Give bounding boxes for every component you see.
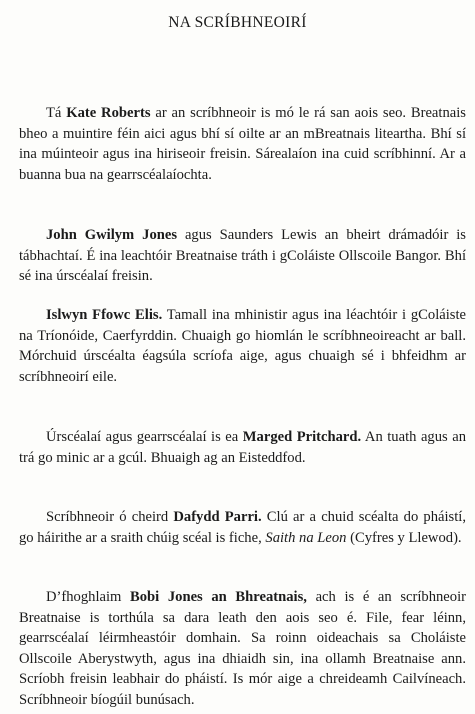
paragraph-john-gwilym-jones bbox=[19, 225, 466, 287]
paragraph-text: (Cyfres y Llewod). bbox=[350, 529, 462, 546]
writer-name: Islwyn Ffowc Elis. bbox=[46, 307, 163, 323]
writer-name: Dafydd Parri. bbox=[173, 509, 262, 525]
writer-name: Marged Pritchard. bbox=[242, 429, 362, 445]
page-title: NA SCRÍBHNEOIRÍ bbox=[168, 14, 307, 31]
writer-name: John Gwilym Jones bbox=[46, 227, 178, 243]
paragraph-text: ach is é an scríbhneoir Breatnaise is torthúla sa dara leath den aois seo é. File, fear léinn, gearrscéalaí léirmheastóir domhain. Sa roinn oideachais sa Choláiste Ollscoile Aberystwyth, agus ina dhiaidh sin, ina ollamh Breatnaise ann. Scríobh freisin leabhair do pháistí. Is mór aige a chreideamh Cailvíneach. Scríbhneoir bíogúil bunúsach. bbox=[19, 589, 466, 708]
paragraph-text: An tuath agus an trá go minic ar a gcúl. Bhuaigh ag an Eisteddfod. bbox=[19, 429, 466, 466]
paragraph-text: Clú ar a chuid scéalta do pháistí, go háirithe ar a sraith chúig scéal is fiche, bbox=[19, 509, 466, 546]
paragraph-bobi-jones bbox=[19, 587, 466, 711]
writer-name: Kate Roberts bbox=[66, 105, 151, 121]
paragraph-text: D’fhoghlaim bbox=[46, 589, 122, 605]
book-title: Saith na Leon bbox=[265, 529, 347, 546]
writer-name: Bobi Jones an Bhreatnais, bbox=[130, 589, 307, 605]
paragraph-marged-pritchard bbox=[19, 427, 466, 468]
paragraph-text: Scríbhneoir ó cheird bbox=[46, 509, 169, 525]
paragraph-text: agus Saunders Lewis an bheirt drámadóir is tábhachtaí. É ina leachtóir Breatnaise tráth i gColáiste Ollscoile Bangor. Bhí sé ina úrscéalaí freisin. bbox=[19, 227, 466, 285]
paragraph-islwyn-ffowc-elis bbox=[19, 305, 466, 387]
paragraph-text: Tamall ina mhinistir agus ina léachtóir i gColáiste na Tríonóide, Caerfyrddin. Chuaigh go hiomlán le scríbhneoireacht ar ball. Mórchuid úrscéalta éagsúla scríofa aige, agus chuaigh sé i bhfeidhm ar scríbhneoirí eile. bbox=[19, 307, 466, 385]
paragraph-dafydd-parri bbox=[19, 507, 466, 548]
paragraph-text: Úrscéalaí agus gearrscéalaí is ea bbox=[46, 429, 239, 445]
paragraph-kate-roberts: Tá Kate Roberts ar an scríbhneoir is mó le rá san aois seo. Breatnais bheo a muintire féin aici agus bhí sí oilte ar an mBreatnais liteartha. Bhí sí ina múinteoir agus ina hiriseoir freisin. Sárealaíon ina cuid scríbhinní. Ar a buanna bua na gearrscéalaíochta. bbox=[19, 105, 466, 183]
paragraph-text: ar an scríbhneoir is mó le rá san aois seo. Breatnais bheo a muintire féin aici agus bhí sí oilte ar an mBreatnais liteartha. Bhí sí ina múinteoir agus ina hiriseoir freisin. Sárealaíon ina cuid scríbhinní. Ar a buanna bua na gearrscéalaíochta. bbox=[19, 105, 466, 183]
